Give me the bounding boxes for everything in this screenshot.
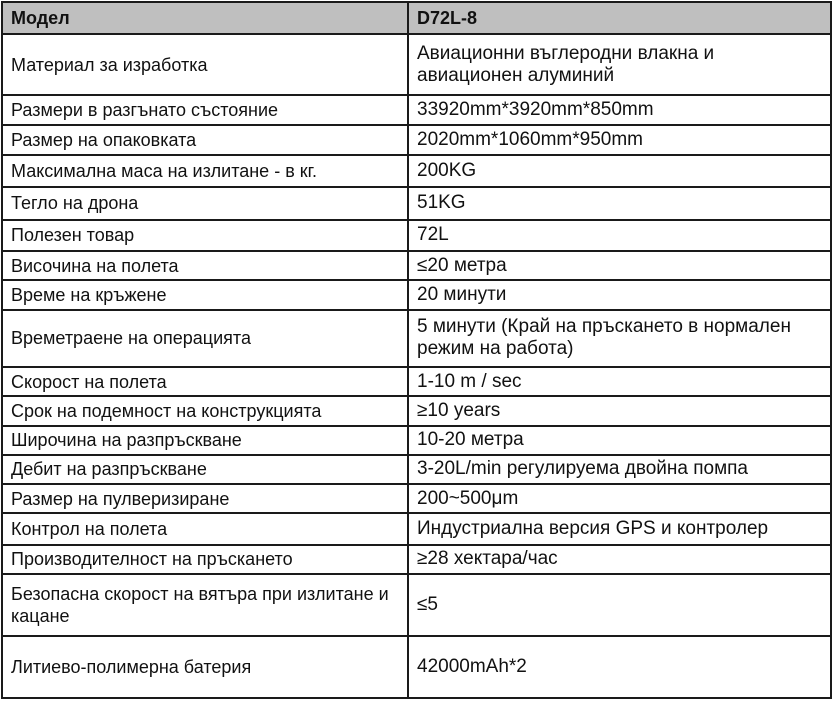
- row-value: 200~500μm: [408, 484, 831, 513]
- table-row: [2, 396, 831, 425]
- row-value: 42000mAh*2: [408, 636, 831, 698]
- table-row: [2, 251, 831, 280]
- row-label: Размер на пулверизиране: [2, 484, 408, 513]
- row-label: Срок на подемност на конструкцията: [2, 396, 408, 425]
- table-row: [2, 34, 831, 95]
- row-label: Време на кръжене: [2, 280, 408, 309]
- row-label: Максимална маса на излитане - в кг.: [2, 155, 408, 186]
- row-label: Производителност на пръскането: [2, 545, 408, 574]
- table-row: [2, 220, 831, 251]
- header-value: D72L-8: [408, 2, 831, 34]
- header-row: [2, 2, 831, 34]
- row-label: Времетраене на операцията: [2, 310, 408, 367]
- row-value: 72L: [408, 220, 831, 251]
- row-label: Полезен товар: [2, 220, 408, 251]
- table-row: [2, 367, 831, 396]
- table-row: [2, 187, 831, 220]
- table-row: [2, 426, 831, 455]
- row-value: 33920mm*3920mm*850mm: [408, 95, 831, 125]
- row-value: Индустриална версия GPS и контролер: [408, 513, 831, 544]
- row-label: Широчина на разпръскване: [2, 426, 408, 455]
- table-row: [2, 455, 831, 484]
- table-row: [2, 545, 831, 574]
- row-value: 3-20L/min регулируема двойна помпа: [408, 455, 831, 484]
- row-value: Авиационни въглеродни влакна и авиационен алуминий: [408, 34, 831, 95]
- row-label: Тегло на дрона: [2, 187, 408, 220]
- row-value: 1-10 m / sec: [408, 367, 831, 396]
- row-value: 200KG: [408, 155, 831, 186]
- table-row: [2, 125, 831, 155]
- spec-table: [1, 1, 832, 699]
- row-value: ≤20 метра: [408, 251, 831, 280]
- row-label: Скорост на полета: [2, 367, 408, 396]
- table-row: [2, 310, 831, 367]
- row-label: Височина на полета: [2, 251, 408, 280]
- row-label: Дебит на разпръскване: [2, 455, 408, 484]
- row-value: 51KG: [408, 187, 831, 220]
- row-label: Размери в разгънато състояние: [2, 95, 408, 125]
- table-row: [2, 280, 831, 309]
- row-value: ≤5: [408, 574, 831, 637]
- row-value: 2020mm*1060mm*950mm: [408, 125, 831, 155]
- row-label: Материал за изработка: [2, 34, 408, 95]
- row-value: ≥10 years: [408, 396, 831, 425]
- table-row: [2, 574, 831, 637]
- row-label: Безопасна скорост на вятъра при излитане и кацане: [2, 574, 408, 637]
- table-row: [2, 484, 831, 513]
- row-value: 20 минути: [408, 280, 831, 309]
- row-label: Литиево-полимерна батерия: [2, 636, 408, 698]
- header-label: Модел: [2, 2, 408, 34]
- row-value: 5 минути (Край на пръскането в нормален режим на работа): [408, 310, 831, 367]
- table-row: [2, 636, 831, 698]
- row-label: Контрол на полета: [2, 513, 408, 544]
- row-value: ≥28 хектара/час: [408, 545, 831, 574]
- row-value: 10-20 метра: [408, 426, 831, 455]
- table-row: [2, 95, 831, 125]
- table-row: [2, 155, 831, 186]
- row-label: Размер на опаковката: [2, 125, 408, 155]
- table-row: [2, 513, 831, 544]
